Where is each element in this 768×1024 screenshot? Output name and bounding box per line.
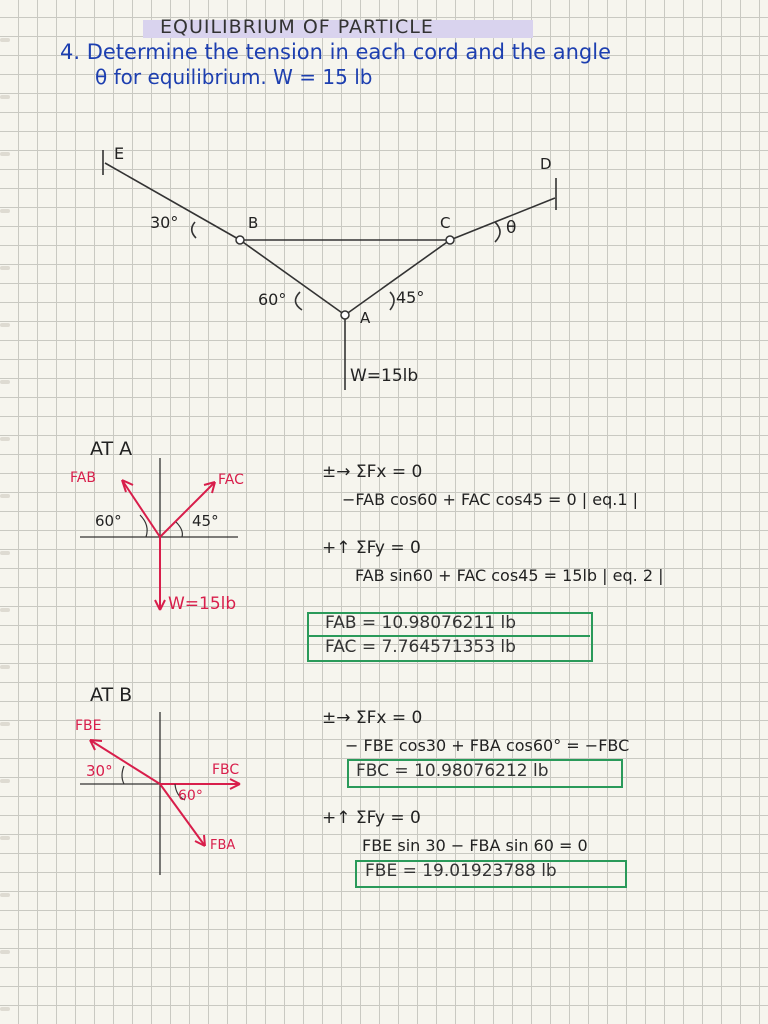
fbd-b-heading: AT B (90, 684, 133, 706)
problem-statement-line2: θ for equilibrium. W = 15 lb (95, 65, 373, 89)
eq-a-sum-fx: ±→ ΣFx = 0 (322, 462, 423, 482)
eq-a-eq1: −FAB cos60 + FAC cos45 = 0 | eq.1 | (342, 490, 639, 509)
label-c: C (440, 214, 451, 232)
angle-theta-label: θ (506, 218, 517, 238)
fbd-a-fac-label: FAC (218, 472, 244, 488)
page-title: EQUILIBRIUM OF PARTICLE (160, 16, 434, 38)
result-fab: FAB = 10.98076211 lb (325, 613, 517, 633)
weight-label: W=15lb (350, 366, 419, 386)
fbd-a-fab-label: FAB (70, 470, 96, 486)
fbd-b-fbe-label: FBE (75, 718, 102, 734)
result-fac: FAC = 7.764571353 lb (325, 637, 516, 657)
fbd-a-angle-45: 45° (192, 512, 219, 530)
eq-a-sum-fy: +↑ ΣFy = 0 (322, 538, 421, 558)
label-e: E (114, 144, 125, 163)
fbd-a-heading: AT A (90, 438, 133, 460)
eq-b-eq2: FBE sin 30 − FBA sin 60 = 0 (362, 836, 588, 855)
eq-b-sum-fy: +↑ ΣFy = 0 (322, 808, 421, 828)
eq-a-eq2: FAB sin60 + FAC cos45 = 15lb | eq. 2 | (355, 566, 664, 585)
angle-60-label: 60° (258, 290, 287, 309)
eq-b-eq1: − FBE cos30 + FBA cos60° = −FBC (345, 736, 630, 755)
fbd-a-angle-60: 60° (95, 512, 122, 530)
fbd-b-angle-30: 30° (86, 762, 113, 780)
label-b: B (248, 214, 259, 232)
eq-b-sum-fx: ±→ ΣFx = 0 (322, 708, 423, 728)
result-fbe: FBE = 19.01923788 lb (365, 861, 557, 881)
problem-statement-line1: 4. Determine the tension in each cord and the angle (60, 40, 612, 64)
fbd-b-fba-label: FBA (210, 838, 236, 853)
fbd-b-angle-60: 60° (178, 788, 203, 804)
label-d: D (540, 155, 552, 173)
label-a: A (360, 309, 371, 327)
fbd-a-weight: W=15lb (168, 594, 237, 614)
result-fbc: FBC = 10.98076212 lb (356, 761, 549, 781)
fbd-b-fbc-label: FBC (212, 762, 240, 778)
angle-30-label: 30° (150, 213, 179, 232)
angle-45-label: 45° (396, 288, 425, 307)
